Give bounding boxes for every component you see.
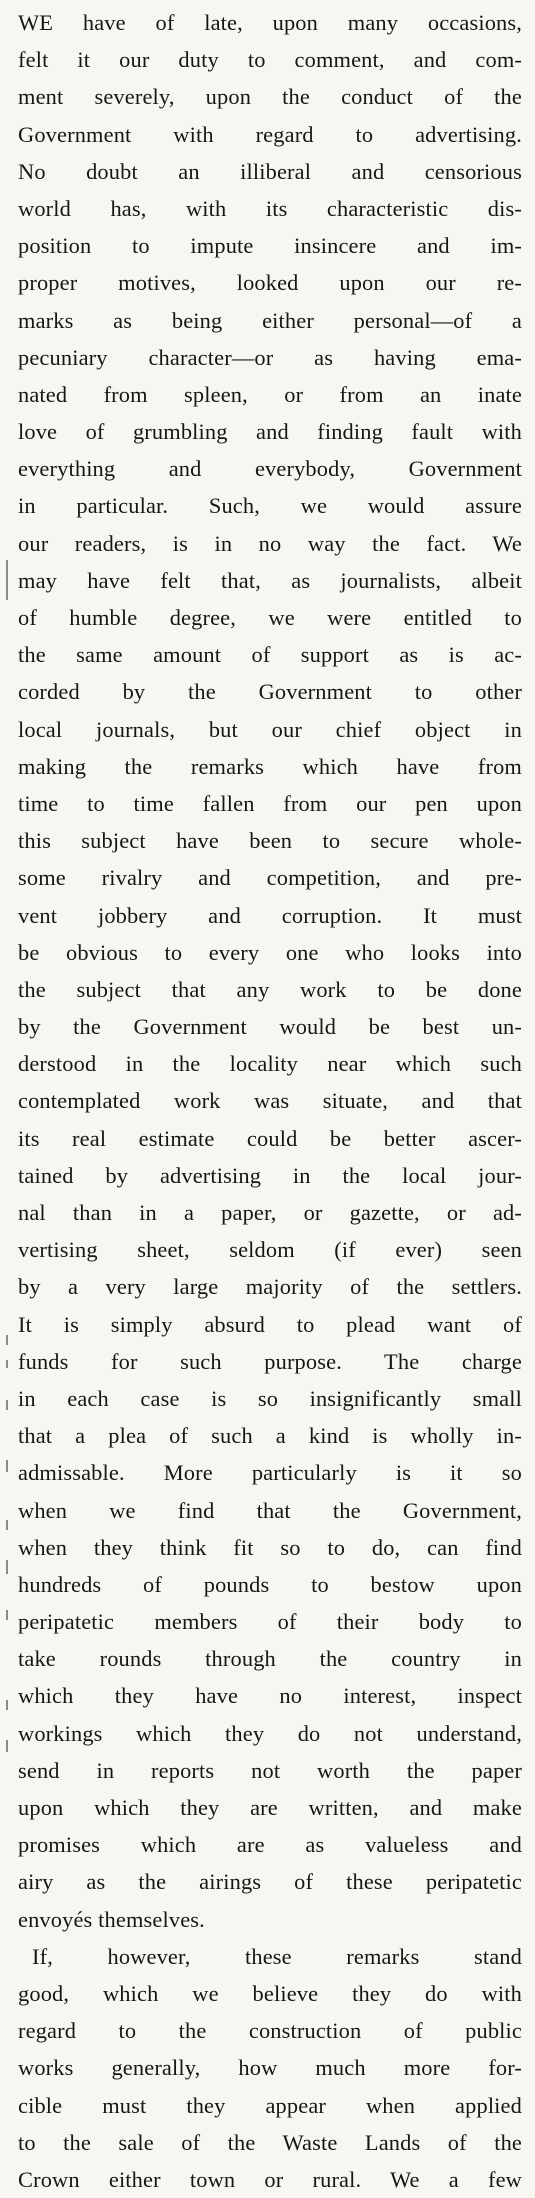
article-line: world has, with its characteristic dis-	[18, 195, 522, 221]
article-line: local journals, but our chief object in	[18, 716, 522, 742]
article-line: send in reports not worth the paper	[18, 1757, 522, 1783]
article-line: cible must they appear when applied	[18, 2092, 522, 2118]
article-line: funds for such purpose. The charge	[18, 1348, 522, 1374]
article-line: by a very large majority of the settlers.	[18, 1274, 522, 1300]
article-line: our readers, is in no way the fact. We	[18, 530, 522, 556]
article-line: its real estimate could be better ascer-	[18, 1125, 522, 1151]
article-line: corded by the Government to other	[18, 679, 522, 705]
article-line: this subject have been to secure whole-	[18, 828, 522, 854]
article-line: the subject that any work to be done	[18, 976, 522, 1002]
article-line: WE have of late, upon many occasions,	[18, 10, 522, 35]
article-line: airy as the airings of these peripatetic	[18, 1869, 522, 1895]
article-line: may have felt that, as journalists, albeit	[18, 567, 522, 593]
article-line: of humble degree, we were entitled to	[18, 605, 522, 630]
article-line: which they have no interest, inspect	[18, 1683, 522, 1709]
article-line: derstood in the locality near which such	[18, 1051, 522, 1077]
article-line: when we find that the Government,	[18, 1497, 522, 1523]
article-line: good, which we believe they do with	[18, 1980, 522, 2006]
article-line: It is simply absurd to plead want of	[18, 1311, 522, 1337]
article-line: vent jobbery and corruption. It must	[18, 902, 522, 928]
article-line: making the remarks which have from	[18, 753, 522, 779]
column-rule-marks	[4, 0, 10, 1784]
article-line: tained by advertising in the local jour-	[18, 1162, 522, 1188]
article-paragraph	[18, 4, 522, 1938]
article-line: peripatetic members of their body to	[18, 1609, 522, 1635]
article-line: Government with regard to advertising.	[18, 121, 522, 147]
article-line: Crown either town or rural. We a few	[18, 2166, 522, 2192]
article-paragraph	[18, 1938, 522, 2198]
article-line: the same amount of support as is ac-	[18, 642, 522, 668]
article-line: by the Government would be best un-	[18, 1014, 522, 1040]
article-line: position to impute insincere and im-	[18, 233, 522, 259]
article-line: regard to the construction of public	[18, 2018, 522, 2044]
article-line: time to time fallen from our pen upon	[18, 790, 522, 816]
article-line: felt it our duty to comment, and com-	[18, 47, 522, 73]
article-line: when they think fit so to do, can find	[18, 1534, 522, 1560]
article-line: love of grumbling and finding fault with	[18, 419, 522, 445]
article-line: some rivalry and competition, and pre-	[18, 865, 522, 891]
article-line: in particular. Such, we would assure	[18, 493, 522, 519]
article-line: nal than in a paper, or gazette, or ad-	[18, 1200, 522, 1225]
article-line: admissable. More particularly is it so	[18, 1460, 522, 1486]
article-line: marks as being either personal—of a	[18, 307, 522, 333]
article-line: pecuniary character—or as having ema-	[18, 344, 522, 370]
article-line: promises which are as valueless and	[18, 1832, 522, 1858]
article-line: workings which they do not understand,	[18, 1720, 522, 1746]
article-line: contemplated work was situate, and that	[18, 1088, 522, 1114]
article-line: works generally, how much more for-	[18, 2055, 522, 2081]
article-line: proper motives, looked upon our re-	[18, 270, 522, 296]
article-line: be obvious to every one who looks into	[18, 939, 522, 965]
article-line: nated from spleen, or from an inate	[18, 381, 522, 407]
article-line: vertising sheet, seldom (if ever) seen	[18, 1237, 522, 1263]
article-line: ment severely, upon the conduct of the	[18, 84, 522, 110]
article-line: everything and everybody, Government	[18, 456, 522, 482]
article-line: in each case is so insignificantly small	[18, 1385, 522, 1411]
article-line: upon which they are written, and make	[18, 1795, 522, 1820]
article-line: envoyés themselves.	[18, 1906, 205, 1932]
article-line: that a plea of such a kind is wholly in-	[18, 1423, 522, 1449]
article-line: to the sale of the Waste Lands of the	[18, 2129, 522, 2155]
article-line: hundreds of pounds to bestow upon	[18, 1571, 522, 1597]
article-line: If, however, these remarks stand	[32, 1943, 522, 1969]
newspaper-article-column	[18, 4, 522, 2198]
article-line: take rounds through the country in	[18, 1646, 522, 1672]
article-line: No doubt an illiberal and censorious	[18, 158, 522, 184]
